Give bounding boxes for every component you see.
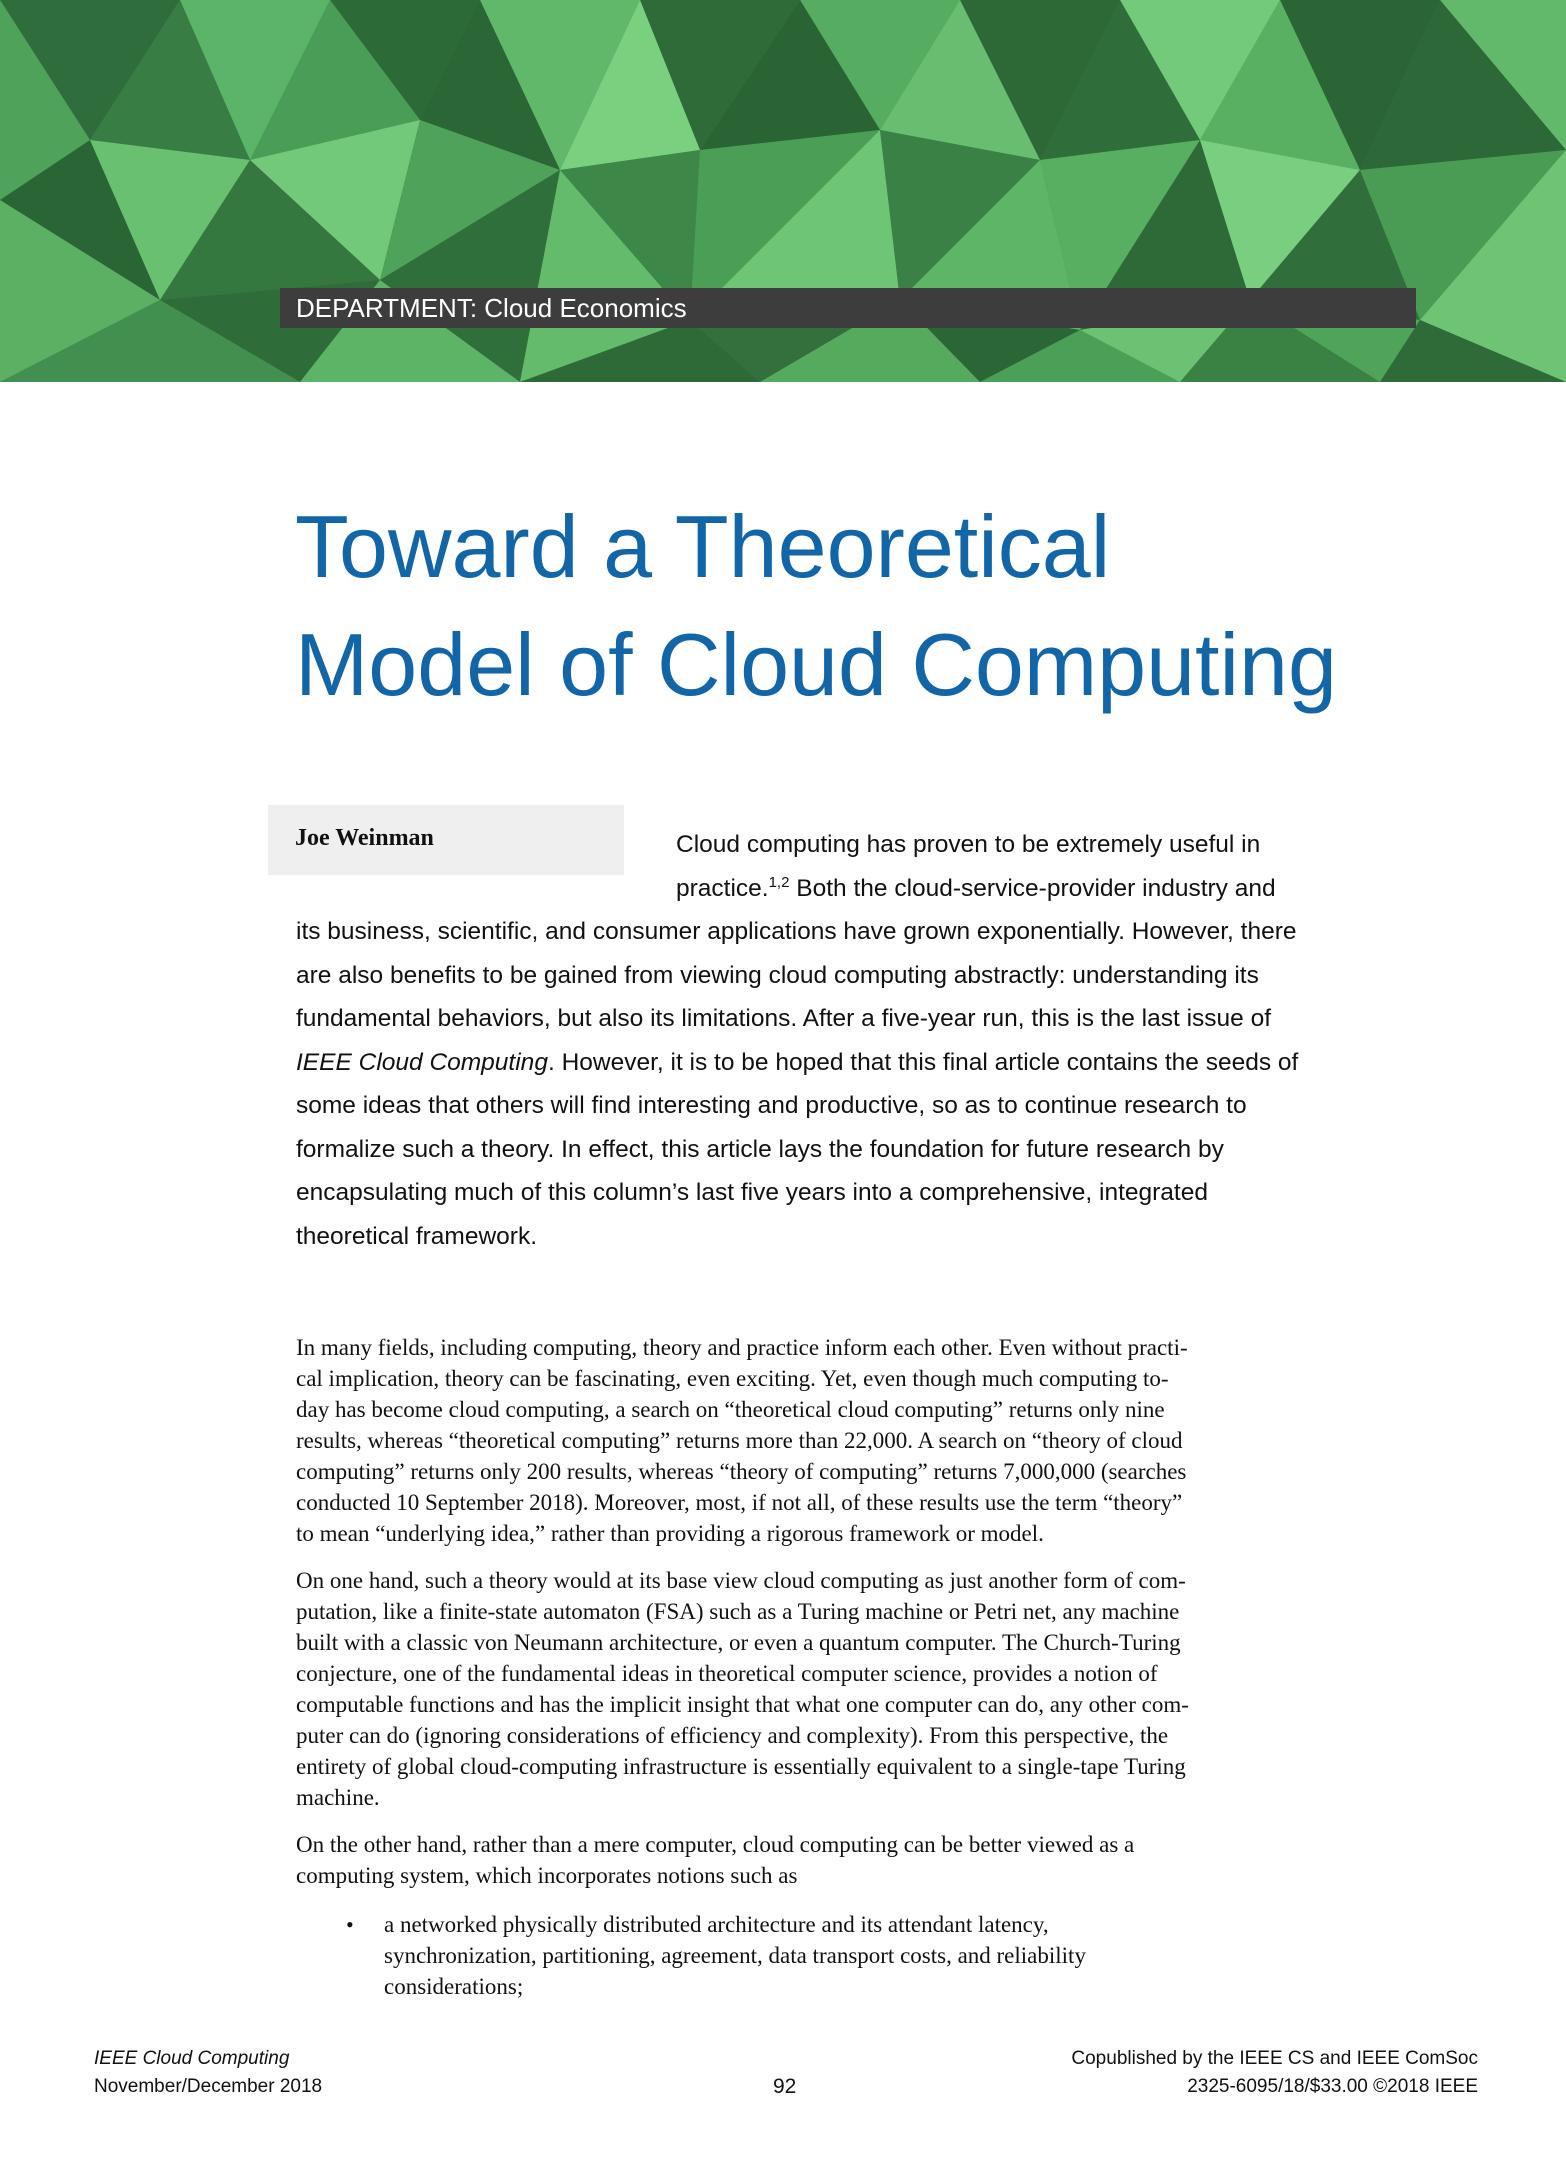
article-abstract (296, 823, 1306, 1258)
body-paragraph-2: On one hand, such a theory would at its base view cloud computing as just another form of com- putation, like a finite-state automaton (FSA) such as a Turing machine or Petri net, any machine built with a classic von Neumann architecture, or even a quantum computer. The Church-Turing conjecture, one of the fundamental ideas in theoretical computer science, provides a notion of computable functions and has the implicit insight that what one computer can do, any other com- puter can do (ignoring considerations of efficiency and complexity). From this perspective, the entirety of global cloud-computing infrastructure is essentially equivalent to a single-tape Turing machine. (296, 1568, 1189, 1810)
bullet-text: a networked physically distributed architecture and its attendant latency, synchronization, partitioning, agreement, data transport costs, and reliability considerations; (384, 1912, 1086, 1999)
footer-right (1071, 2045, 1478, 2101)
article-body (296, 1332, 1296, 2002)
abstract-float-spacer (296, 823, 676, 909)
bullet-list (296, 1909, 1296, 2002)
abstract-journal-name: IEEE Cloud Computing (296, 1048, 548, 1076)
abstract-reference-sup: 1,2 (768, 873, 790, 891)
abstract-text-3: . However, it is to be hoped that this final article contains the seeds of some ideas that others will find interesting and productive, so as to continue research to formalize such a theory. In effect, this article lays the foundation for future research by encapsulating much of this column’s last five years into a comprehensive, integrated theoretical framework. (296, 1048, 1299, 1250)
department-label: DEPARTMENT: Cloud Economics (280, 288, 1416, 328)
page-footer (0, 2045, 1566, 2105)
footer-publisher: Copublished by the IEEE CS and IEEE ComSoc (1071, 2048, 1478, 2069)
abstract-text-2: Both the cloud-service-provider industry and its business, scientific, and consumer applications have grown exponentially. However, there are also benefits to be gained from viewing cloud computing abstractly: understanding its fundamental behaviors, but also its limitations. After a five-year run, this is the last issue of (296, 874, 1297, 1032)
bullet-item (296, 1909, 1296, 2002)
footer-issue: November/December 2018 (94, 2076, 323, 2097)
bullet-dot-icon: • (346, 1912, 354, 1937)
footer-journal: IEEE Cloud Computing (94, 2048, 290, 2069)
header-banner-image (0, 0, 1566, 382)
page-number: 92 (773, 2075, 797, 2098)
title-line-2: Model of Cloud Computing (295, 615, 1337, 714)
footer-left (94, 2045, 322, 2101)
title-line-1: Toward a Theoretical (295, 497, 1111, 596)
author-name: Joe Weinman (295, 825, 434, 851)
footer-copyright: 2325-6095/18/$33.00 ©2018 IEEE (1187, 2076, 1478, 2097)
body-paragraph-1: In many fields, including computing, theory and practice inform each other. Even without practi- cal implication, theory can be fascinating, even exciting. Yet, even though much computing to- day has become cloud computing, a search on “theoretical cloud computing” returns only nine results, whereas “theoretical computing” returns more than 22,000. A search on “theory of cloud computing” returns only 200 results, whereas “theory of computing” returns 7,000,000 (searches conducted 10 September 2018). Moreover, most, if not all, of these results use the term “theory” to mean “underlying idea,” rather than providing a rigorous framework or model. (296, 1335, 1188, 1546)
body-paragraph-3: On the other hand, rather than a mere computer, cloud computing can be better viewed as a computing system, which incorporates notions such as (296, 1832, 1135, 1888)
abstract-text-1: Cloud computing has proven to be extremely useful in practice. (676, 831, 1261, 902)
article-title (295, 488, 1445, 724)
